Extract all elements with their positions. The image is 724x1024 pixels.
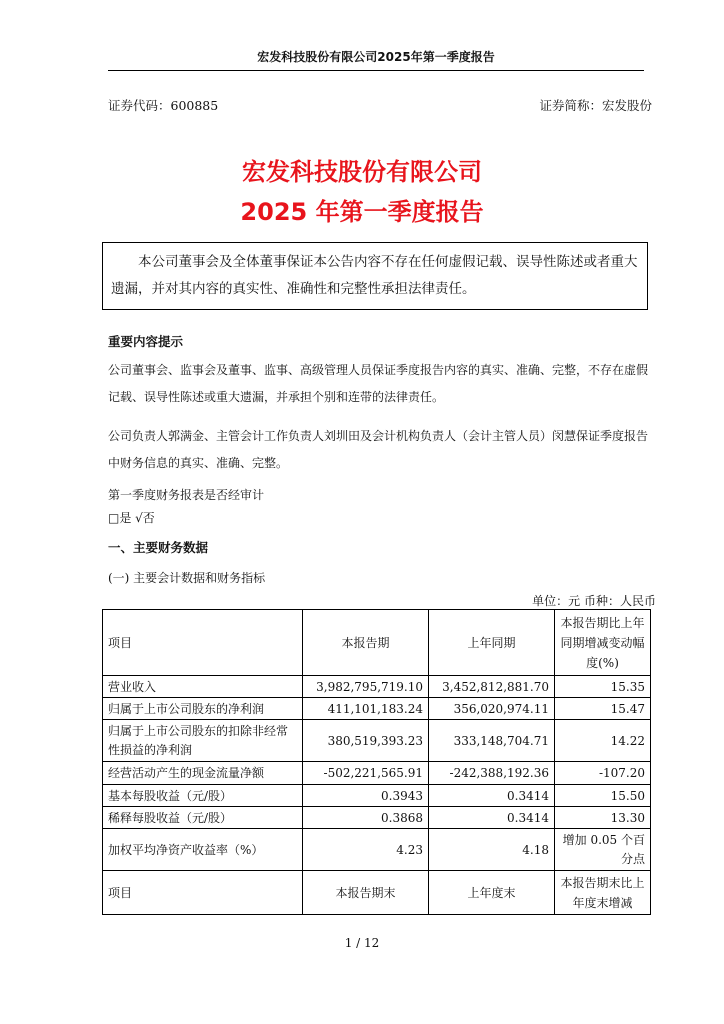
subsection-accounting-data: (一) 主要会计数据和财务指标 [108,571,266,585]
running-header: 宏发科技股份有限公司2025年第一季度报告 [108,48,644,71]
row-prior: -242,388,192.36 [429,762,555,785]
row-change: 13.30 [555,807,651,829]
row-change: 15.47 [555,698,651,720]
row-current: 380,519,393.23 [303,720,429,762]
row-prior: 3,452,812,881.70 [429,676,555,698]
row-prior: 0.3414 [429,785,555,807]
row-item: 加权平均净资产收益率（%） [103,829,303,871]
row-prior: 356,020,974.11 [429,698,555,720]
row-current: -502,221,565.91 [303,762,429,785]
table-row [103,807,651,829]
stock-code-row [108,96,652,114]
stock-code: 证券代码：600885 [108,98,219,113]
important-para-1: 公司董事会、监事会及董事、监事、高级管理人员保证季度报告内容的真实、准确、完整，不存在虚假记载、误导性陈述或重大遗漏，并承担个别和连带的法律责任。 [108,363,649,404]
important-para-2: 公司负责人郭满金、主管会计工作负责人刘圳田及会计机构负责人（会计主管人员）闵慧保证季度报告中财务信息的真实、准确、完整。 [108,429,649,470]
table-row [103,829,651,871]
audit-question: 第一季度财务报表是否经审计 [108,488,265,502]
row-item: 基本每股收益（元/股） [103,785,303,807]
row-item: 稀释每股收益（元/股） [103,807,303,829]
report-title-company: 宏发科技股份有限公司 [242,158,482,186]
row-item: 营业收入 [103,676,303,698]
report-title-period: 2025 年第一季度报告 [240,198,484,226]
unit-currency-line: 单位：元 币种：人民币 [532,594,656,608]
table-row [103,762,651,785]
row-item: 归属于上市公司股东的净利润 [103,698,303,720]
table-row [103,785,651,807]
header2-prior-year-end: 上年度末 [429,871,555,915]
row-current: 0.3943 [303,785,429,807]
header-change: 本报告期比上年同期增减变动幅度(%) [555,610,651,676]
financial-indicators-table [102,609,651,915]
important-notice-heading: 重要内容提示 [108,334,184,349]
row-change: 15.35 [555,676,651,698]
row-item: 经营活动产生的现金流量净额 [103,762,303,785]
stock-abbreviation: 证券简称：宏发股份 [539,98,652,113]
header-prior-period: 上年同期 [429,610,555,676]
row-change: -107.20 [555,762,651,785]
header-item: 项目 [103,610,303,676]
row-prior: 333,148,704.71 [429,720,555,762]
page-number: 1 / 12 [344,936,380,950]
table-header-row [103,610,651,676]
header-current-period: 本报告期 [303,610,429,676]
table-row [103,676,651,698]
table-row [103,698,651,720]
row-current: 3,982,795,719.10 [303,676,429,698]
section-main-financial-data: 一、主要财务数据 [108,540,209,555]
row-change: 15.50 [555,785,651,807]
row-prior: 0.3414 [429,807,555,829]
header2-current-period-end: 本报告期末 [303,871,429,915]
row-item: 归属于上市公司股东的扣除非经常性损益的净利润 [103,720,303,762]
row-change: 增加 0.05 个百分点 [555,829,651,871]
header2-change: 本报告期末比上年度末增减 [555,871,651,915]
table-header-row-2 [103,871,651,915]
row-current: 411,101,183.24 [303,698,429,720]
row-prior: 4.18 [429,829,555,871]
row-current: 0.3868 [303,807,429,829]
board-guarantee-notice: 本公司董事会及全体董事保证本公告内容不存在任何虚假记载、误导性陈述或者重大遗漏，并对其内容的真实性、准确性和完整性承担法律责任。 [102,242,648,310]
header2-item: 项目 [103,871,303,915]
row-change: 14.22 [555,720,651,762]
table-row [103,720,651,762]
audit-answer: □是 √否 [108,511,155,525]
row-current: 4.23 [303,829,429,871]
